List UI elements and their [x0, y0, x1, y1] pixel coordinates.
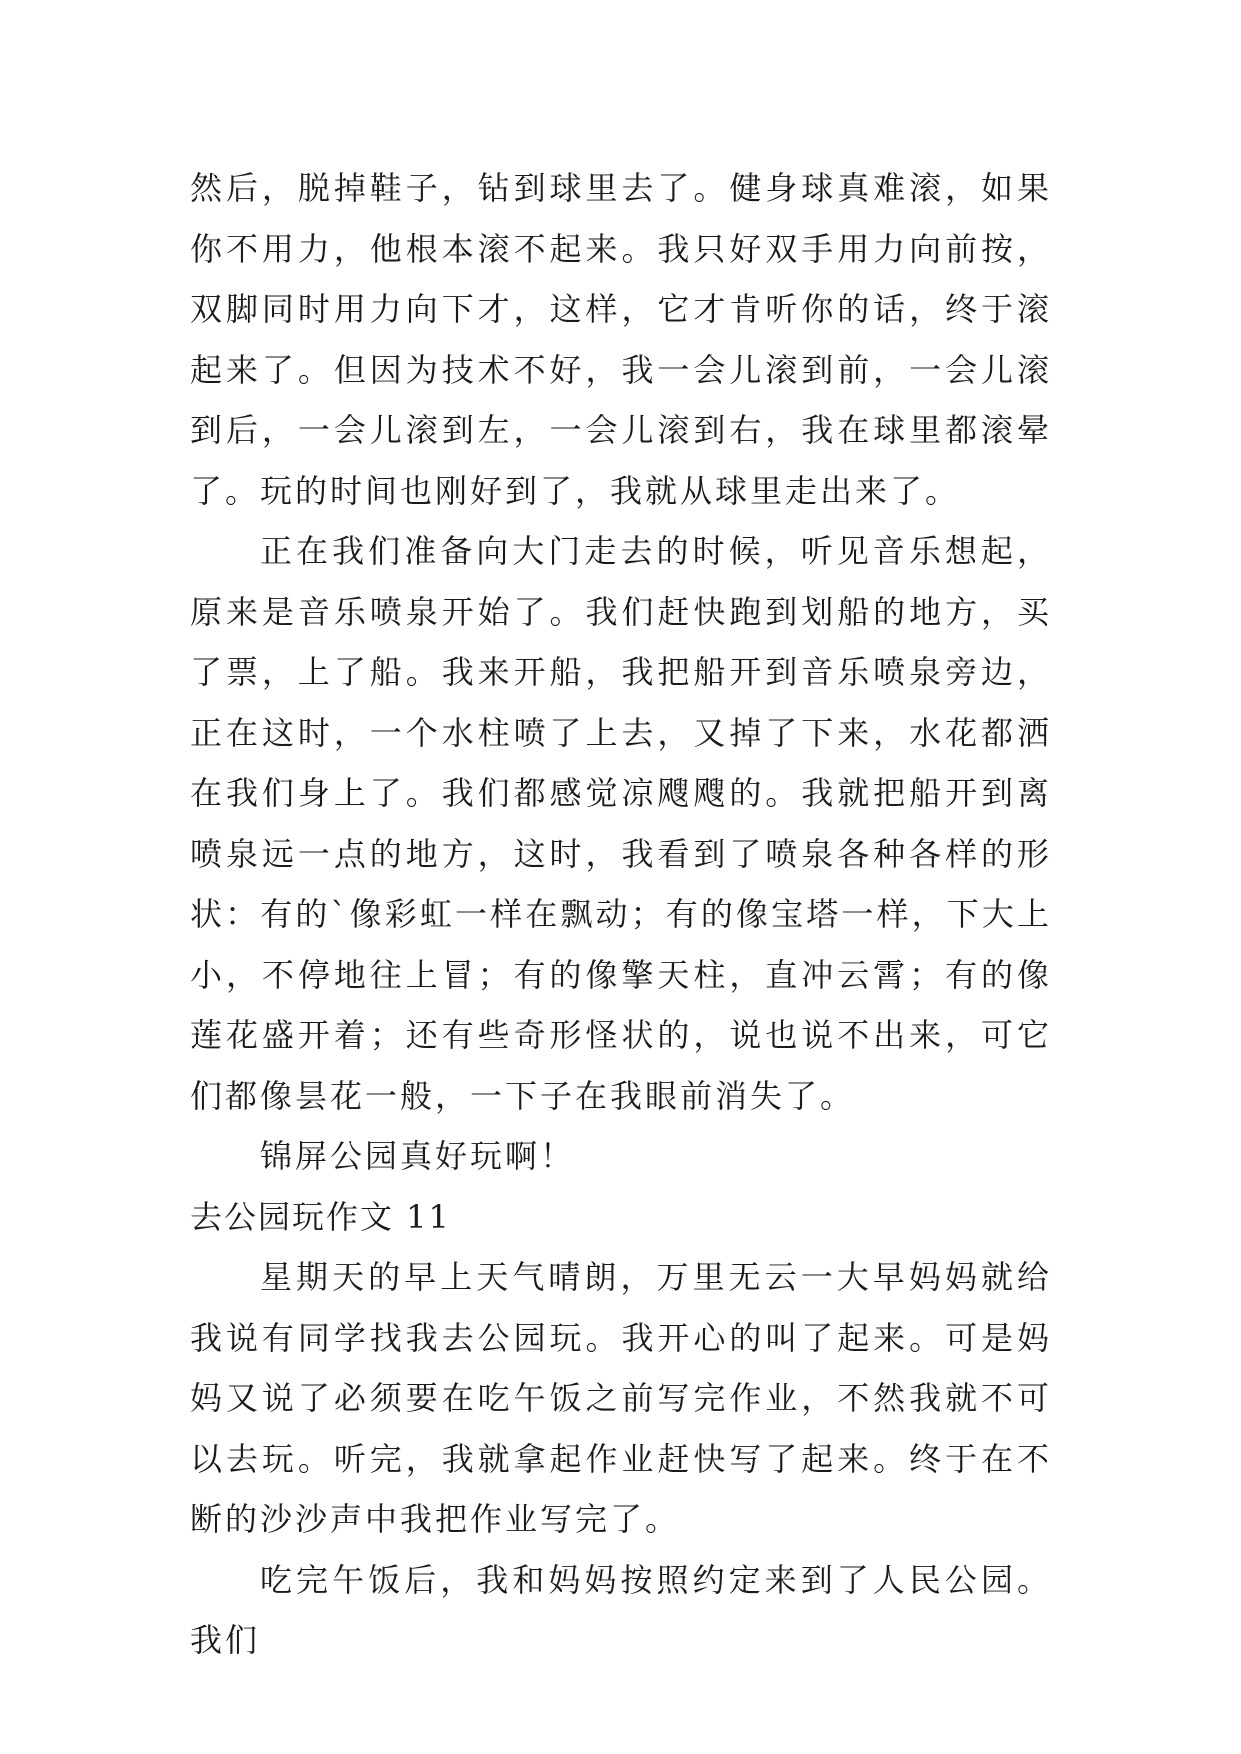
section-heading: 去公园玩作文 11 — [190, 1197, 451, 1236]
paragraph-3: 锦屏公园真好玩啊！ — [260, 1137, 576, 1175]
paragraph-2: 正在我们准备向大门走去的时候，听见音乐想起，原来是音乐喷泉开始了。我们赶快跑到划船的地方，买了票，上了船。我来开船，我把船开到音乐喷泉旁边，正在这时，一个水柱喷了上去，又掉了下来，水花都洒在我们身上了。我们都感觉凉飕飕的。我就把船开到离喷泉远一点的地方，这时，我看到了喷泉各种各样的形状：有的`像彩虹一样在飘动；有的像宝塔一样，下大上小，不停地往上冒；有的像擎天柱，直冲云霄；有的像莲花盛开着；还有些奇形怪状的，说也说不出来，可它们都像昙花一般，一下子在我眼前消失了。 — [190, 532, 1052, 1115]
paragraph-5: 吃完午饭后，我和妈妈按照约定来到了人民公园。我们 — [190, 1560, 1052, 1659]
paragraph-1: 然后，脱掉鞋子，钻到球里去了。健身球真难滚，如果你不用力，他根本滚不起来。我只好双手用力向前按，双脚同时用力向下才，这样，它才肯听你的话，终于滚起来了。但因为技术不好，我一会儿滚到前，一会儿滚到后，一会儿滚到左，一会儿滚到右，我在球里都滚晕了。玩的时间也刚好到了，我就从球里走出来了。 — [190, 169, 1052, 510]
paragraph-4: 星期天的早上天气晴朗，万里无云一大早妈妈就给我说有同学找我去公园玩。我开心的叫了起来。可是妈妈又说了必须要在吃午饭之前写完作业，不然我就不可以去玩。听完，我就拿起作业赶快写了起来。终于在不断的沙沙声中我把作业写完了。 — [190, 1258, 1052, 1538]
document-body — [190, 158, 1052, 1671]
